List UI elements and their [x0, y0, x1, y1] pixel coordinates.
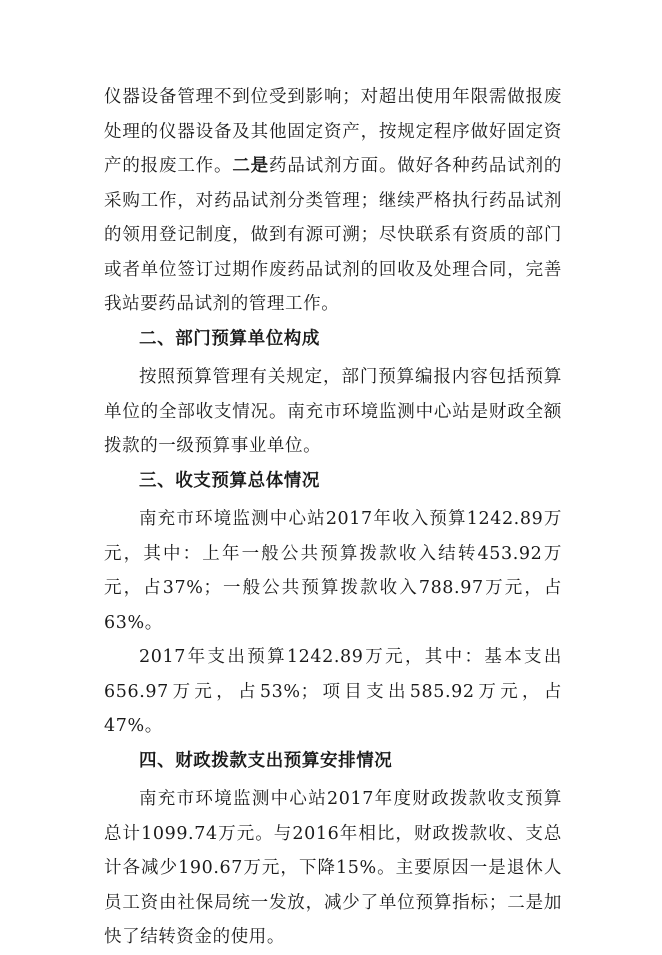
continuation-text-part2: 药品试剂方面。做好各种药品试剂的采购工作，对药品试剂分类管理；继续严格执行药品试剂的领用登记制度，做到有源可溯；尽快联系有资质的部门或者单位签订过期作废药品试剂的回收及处理合同，完善我站要药品试剂的管理工作。 [104, 156, 563, 314]
emphasis-er-shi: 二是 [232, 156, 269, 176]
section-3-paragraph-expense: 2017年支出预算1242.89万元，其中：基本支出656.97万元，占53%；项目支出585.92万元，占47%。 [104, 647, 562, 736]
section-4-heading: 四、财政拨款支出预算安排情况 [139, 750, 393, 771]
continuation-paragraph [104, 80, 562, 322]
continuation-text-part1: 仪器设备管理不到位受到影响；对超出使用年限需做报废处理的仪器设备及其他固定资产，按规定程序做好固定资产的报废工作。 [104, 87, 562, 176]
section-2-heading: 二、部门预算单位构成 [139, 328, 320, 349]
section-3-heading: 三、收支预算总体情况 [139, 470, 320, 491]
section-2-paragraph: 按照预算管理有关规定，部门预算编报内容包括预算单位的全部收支情况。南充市环境监测中心站是财政全额拨款的一级预算事业单位。 [104, 367, 562, 456]
document-page [104, 80, 562, 955]
section-3-paragraph-income: 南充市环境监测中心站2017年收入预算1242.89万元，其中：上年一般公共预算拨款收入结转453.92万元，占37%；一般公共预算拨款收入788.97万元，占63%。 [104, 509, 562, 633]
section-4-paragraph: 南充市环境监测中心站2017年度财政拨款收支预算总计1099.74万元。与2016年相比，财政拨款收、支总计各减少190.67万元，下降15%。主要原因一是退休人员工资由社保局统一发放，减少了单位预算指标；二是加快了结转资金的使用。 [104, 789, 562, 947]
